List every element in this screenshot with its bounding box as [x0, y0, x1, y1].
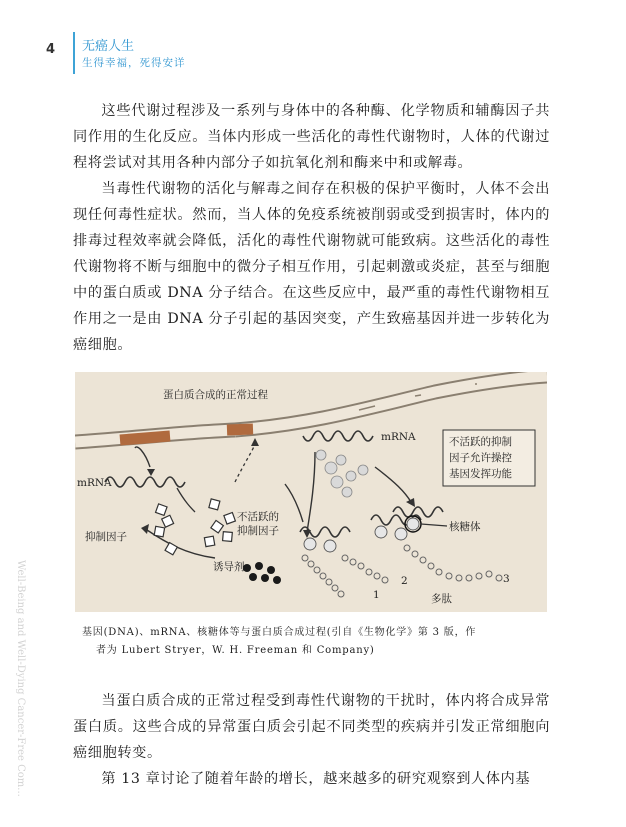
box-line-2: 因子允许操控 — [449, 452, 512, 464]
label-polypeptide: 多肽 — [431, 593, 452, 605]
label-num-1: 1 — [373, 589, 380, 601]
label-mrna-left: mRNA — [77, 477, 112, 489]
caption-line-2: 者为 Lubert Stryer，W. H. Freeman 和 Company) — [96, 645, 375, 656]
side-watermark — [12, 560, 26, 820]
running-header — [0, 0, 626, 80]
caption-line-1: 基因(DNA)、mRNA、核糖体等与蛋白质合成过程(引自《生物化学》第 3 版，作 — [82, 627, 477, 638]
paragraph-4: 第 13 章讨论了随着年龄的增长，越来越多的研究观察到人体内基 — [101, 771, 531, 787]
label-inactive-repressor-2: 抑制因子 — [237, 525, 279, 537]
page-number: 4 — [46, 42, 56, 57]
box-line-1: 不活跃的抑制 — [449, 436, 512, 448]
label-inducer: 诱导剂 — [213, 561, 245, 573]
figure-caption — [82, 624, 552, 660]
paragraph-3: 当蛋白质合成的正常过程受到毒性代谢物的干扰时，体内将合成异常蛋白质。这些合成的异常蛋白质会引起不同类型的疾病并引发正常细胞向癌细胞转变。 — [73, 693, 550, 761]
label-ribosome: 核糖体 — [449, 521, 481, 533]
paragraph-1: 这些代谢过程涉及一系列与身体中的各种酶、化学物质和辅酶因子共同作用的生化反应。当体内形成一些活化的毒性代谢物时，人体的代谢过程将尝试对其用各种内部分子如抗氧化剂和酶来中和或解毒。 — [73, 103, 550, 171]
watermark-text: Well-Being and Well-Dying Cancer-Free Com... — [15, 560, 26, 797]
label-repressor: 抑制因子 — [85, 531, 127, 543]
figure-illustration — [75, 372, 547, 612]
label-mrna-right: mRNA — [381, 431, 416, 443]
book-subtitle: 生得幸福，死得安详 — [82, 57, 186, 69]
paragraph-2: 当毒性代谢物的活化与解毒之间存在积极的保护平衡时，人体不会出现任何毒性症状。然而，当人体的免疫系统被削弱或受到损害时，体内的排毒过程效率就会降低，活化的毒性代谢物就可能致病。这些活化的毒性代谢物将不断与细胞中的微分子相互作用，引起刺激或炎症，甚至与细胞中的蛋白质或 DNA 分子结合。在这些反应中，最严重的毒性代谢物相互作用之一是由 DNA 分子引起的基因突变，产生致癌基因并进一步转化为癌细胞。 — [73, 181, 550, 353]
label-inactive-repressor: 不活跃的 — [237, 511, 279, 523]
label-num-3: 3 — [503, 573, 510, 585]
label-num-2: 2 — [401, 575, 408, 587]
protein-synthesis-figure — [75, 372, 547, 612]
book-title: 无癌人生 — [82, 39, 135, 54]
box-line-3: 基因发挥功能 — [449, 468, 512, 480]
label-normal-process: 蛋白质合成的正常过程 — [163, 389, 268, 401]
header-divider — [73, 32, 75, 74]
